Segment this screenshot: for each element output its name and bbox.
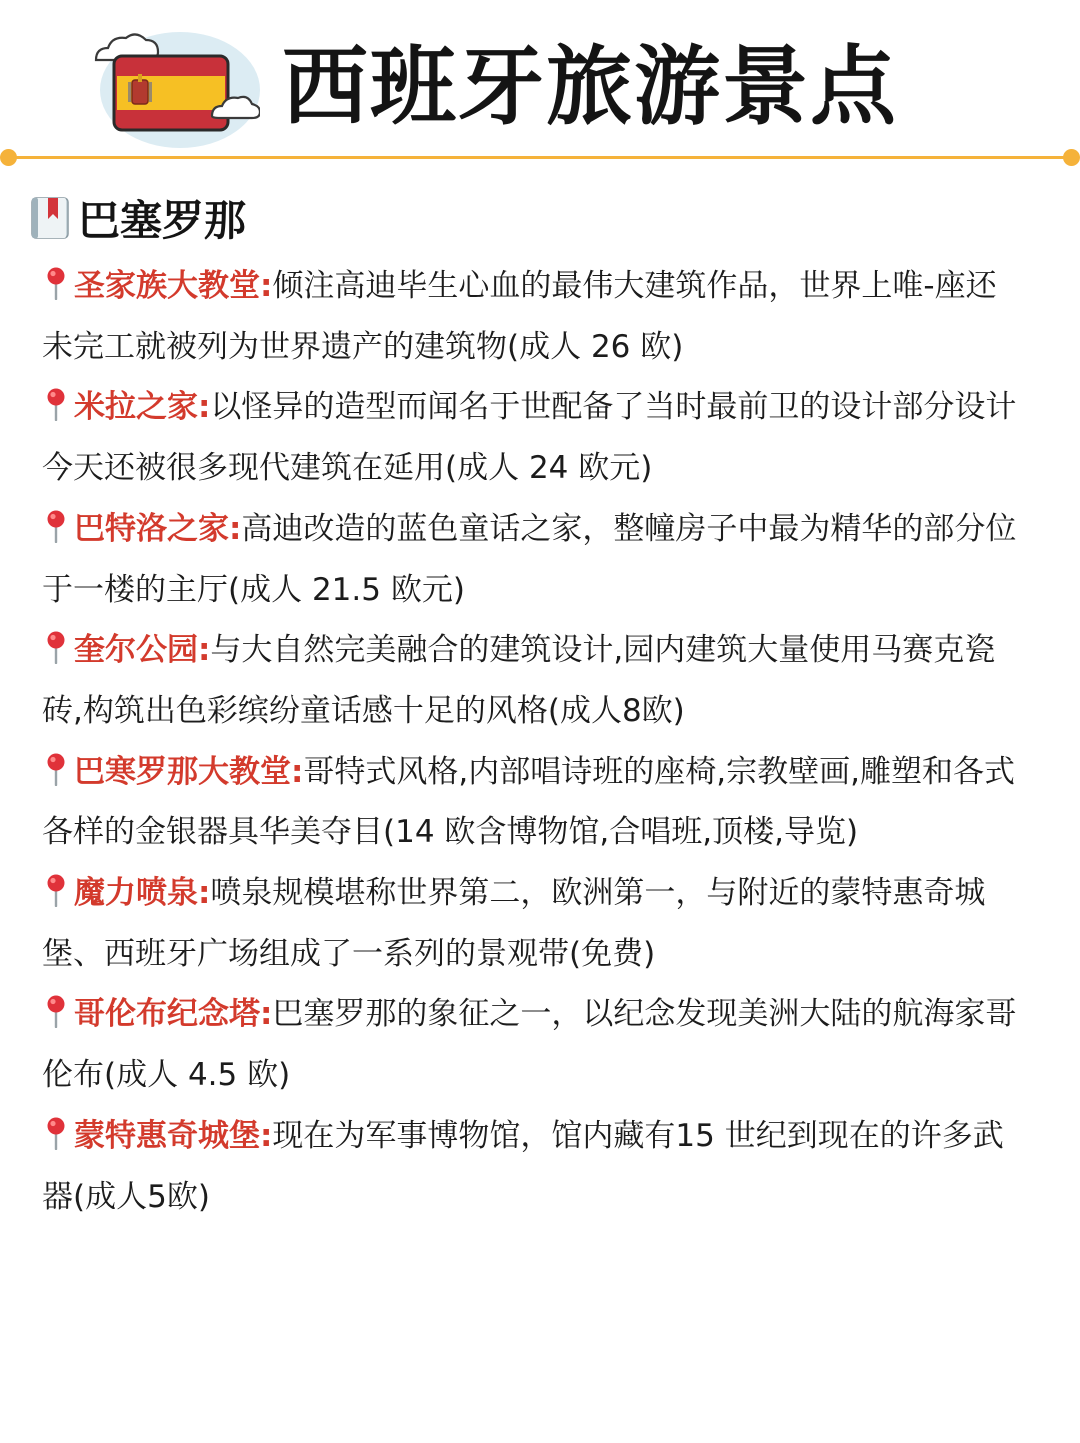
attraction-name: 奎尔公园: xyxy=(74,632,211,669)
attraction-entry xyxy=(42,863,1022,984)
pin-icon xyxy=(42,260,70,294)
header-divider xyxy=(8,156,1072,159)
attraction-entry xyxy=(42,742,1022,863)
attraction-name: 圣家族大教堂: xyxy=(74,268,273,304)
divider-dot-right xyxy=(1063,149,1080,166)
pin-icon xyxy=(42,624,70,658)
header xyxy=(0,0,1080,160)
pin-icon xyxy=(42,1110,70,1144)
attraction-description: 现在为军事博物馆，馆内藏有15 世纪到现在的许多武器(成人5欧) xyxy=(42,1117,1004,1215)
divider-dot-left xyxy=(0,149,17,166)
bookmark-book-icon xyxy=(30,195,72,241)
attraction-list xyxy=(42,256,1022,1227)
pin-icon xyxy=(42,381,70,415)
attraction-description: 高迪改造的蓝色童话之家，整幢房子中最为精华的部分位于一楼的主厅(成人 21.5 欧元) xyxy=(42,510,1017,608)
attraction-entry xyxy=(42,984,1022,1105)
section-heading xyxy=(30,190,246,246)
attraction-entry xyxy=(42,256,1022,377)
attraction-name: 米拉之家: xyxy=(74,389,211,426)
spain-flag-icon xyxy=(88,20,260,152)
attraction-entry xyxy=(42,620,1022,741)
attraction-description: 以怪异的造型而闻名于世配备了当时最前卫的设计部分设计今天还被很多现代建筑在延用(成人 24 欧元) xyxy=(42,389,1017,487)
attraction-entry xyxy=(42,377,1022,498)
attraction-description: 倾注高迪毕生心血的最伟大建筑作品，世界上唯-座还未完工就被列为世界遗产的建筑物(成人 26 欧) xyxy=(42,268,997,365)
pin-icon xyxy=(42,988,70,1022)
pin-icon xyxy=(42,746,70,780)
page-title: 西班牙旅游景点 xyxy=(282,37,898,137)
attraction-entry xyxy=(42,1106,1022,1227)
attraction-name: 哥伦布纪念塔: xyxy=(74,996,273,1033)
section-title: 巴塞罗那 xyxy=(78,196,247,245)
attraction-name: 蒙特惠奇城堡: xyxy=(74,1117,273,1154)
attraction-name: 巴特洛之家: xyxy=(74,510,242,547)
attraction-entry xyxy=(42,499,1022,620)
attraction-description: 哥特式风格,内部唱诗班的座椅,宗教壁画,雕塑和各式各样的金银器具华美夺目(14 欧含博物馆,合唱班,顶楼,导览) xyxy=(42,753,1015,851)
attraction-name: 魔力喷泉: xyxy=(74,875,211,912)
attraction-description: 巴塞罗那的象征之一，以纪念发现美洲大陆的航海家哥伦布(成人 4.5 欧) xyxy=(42,996,1017,1094)
attraction-description: 喷泉规模堪称世界第二，欧洲第一，与附近的蒙特惠奇城堡、西班牙广场组成了一系列的景观带(免费) xyxy=(42,875,986,972)
pin-icon xyxy=(42,503,70,537)
attraction-name: 巴寒罗那大教堂: xyxy=(74,753,304,790)
pin-icon xyxy=(42,867,70,901)
attraction-description: 与大自然完美融合的建筑设计,园内建筑大量使用马赛克瓷砖,构筑出色彩缤纷童话感十足的风格(成人8欧) xyxy=(42,632,996,729)
